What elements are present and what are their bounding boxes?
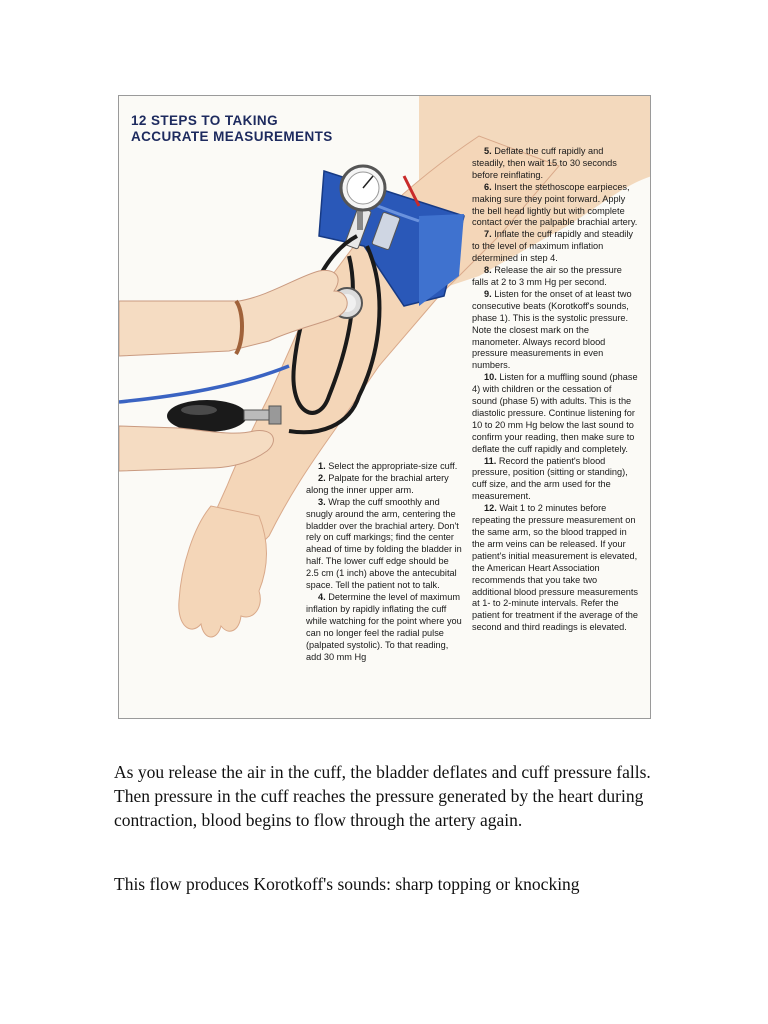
step-item: 4. Determine the level of maximum inflation by rapidly inflating the cuff while watching for the point where you can no longer feel the radial pulse (palpated systolic). To that reading, add 30 mm Hg <box>306 591 462 662</box>
step-item: 12. Wait 1 to 2 minutes before repeating the pressure measurement on the same arm, so the blood trapped in the arm veins can be released. If your patient's initial measurement is elevated, the American Heart Association recommends that you take two additional blood pressure measurements at 1- to 2-minute intervals. Refer the patient for treatment if the average of the second and third readings is elevated. <box>472 503 638 633</box>
figure-title-line-2: ACCURATE MEASUREMENTS <box>131 129 333 144</box>
step-item: 1. Select the appropriate-size cuff. <box>318 461 458 471</box>
steps-list-left <box>306 461 462 663</box>
step-item: 3. Wrap the cuff smoothly and snugly around the arm, centering the bladder over the brachial artery. Don't rely on cuff markings; find the center ahead of time by folding the bladder in half. The lower cuff edge should be 2.5 cm (1 inch) above the antecubital space. Tell the patient not to talk. <box>306 496 462 591</box>
step-item: 2. Palpate for the brachial artery along the inner upper arm. <box>306 472 449 495</box>
figure-title-line-1: 12 STEPS TO TAKING <box>131 113 278 128</box>
step-item: 7. Inflate the cuff rapidly and steadily to the level of maximum inflation determined in step 4. <box>472 229 633 264</box>
body-paragraph-2: This flow produces Korotkoff's sounds: sharp topping or knocking <box>114 874 580 894</box>
blood-pressure-figure <box>118 95 651 719</box>
body-paragraph-1: As you release the air in the cuff, the bladder deflates and cuff pressure falls. Then pressure in the cuff reaches the pressure generated by the heart during contraction, blood begins to flow through the artery again. <box>114 762 651 830</box>
step-item: 11. Record the patient's blood pressure, position (sitting or standing), cuff size, and the arm used for the measurement. <box>472 455 628 502</box>
patient-hand <box>179 506 267 637</box>
figure-title <box>131 113 371 145</box>
stethoscope-tubing <box>119 366 289 402</box>
step-item: 5. Deflate the cuff rapidly and steadily, then wait 15 to 30 seconds before reinflating. <box>472 146 617 180</box>
steps-list-right <box>472 146 638 634</box>
step-item: 8. Release the air so the pressure falls at 2 to 3 mm Hg per second. <box>472 265 622 287</box>
step-item: 10. Listen for a muffling sound (phase 4) with children or the cessation of sound (phase 5) with adults. This is the diastolic pressure. Continue listening for 10 to 20 mm Hg below the last sound to confirm your reading, then make sure to deflate the cuff rapidly and completely. <box>472 372 638 454</box>
step-item: 9. Listen for the onset of at least two consecutive beats (Korotkoff's sounds, phase 1). This is the systolic pressure. Note the closest mark on the manometer. Always record blood pressure measurements in even numbers. <box>472 288 632 371</box>
step-item: 6. Insert the stethoscope earpieces, making sure they point forward. Apply the bell head lightly but with complete contact over the palpable brachial artery. <box>472 181 638 228</box>
